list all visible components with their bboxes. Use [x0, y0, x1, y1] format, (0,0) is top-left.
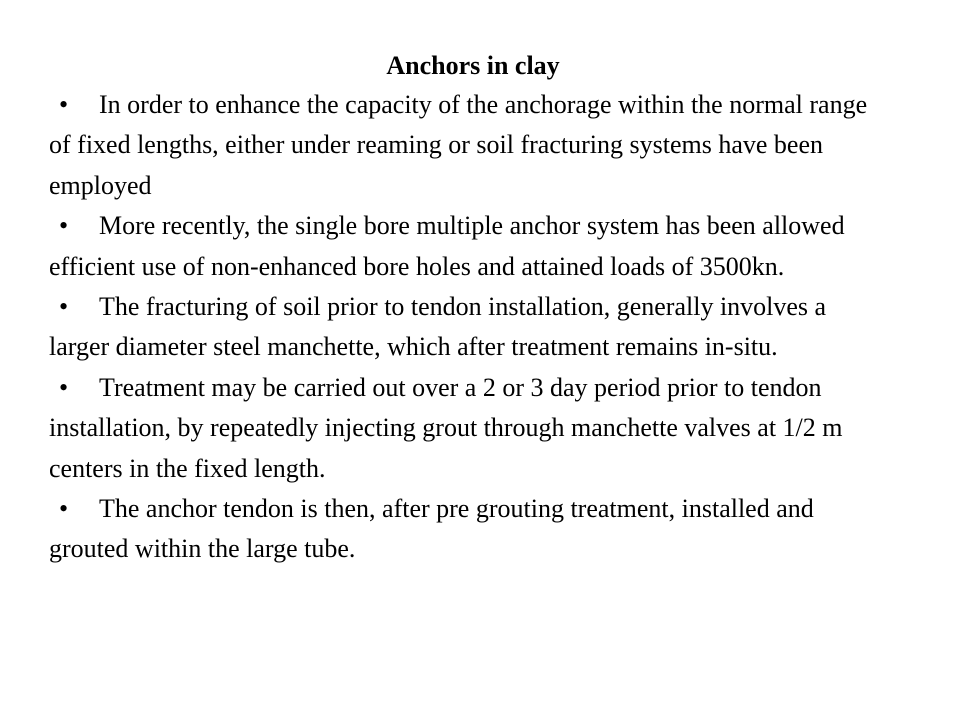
bullet-item — [49, 287, 869, 368]
bullet-item — [49, 85, 869, 206]
bullet-text: More recently, the single bore multiple anchor system has been allowed efficient use of non-enhanced bore holes and attained loads of 3500kn. — [49, 211, 845, 281]
bullet-item — [49, 489, 869, 570]
bullet-item — [49, 368, 869, 489]
bullet-dot: • — [59, 90, 69, 119]
bullet-text: In order to enhance the capacity of the anchorage within the normal range of fixed lengths, either under reaming or soil fracturing systems have been employed — [49, 90, 868, 200]
slide-title: Anchors in clay — [386, 51, 560, 80]
bullet-dot: • — [59, 494, 69, 524]
bullet-list — [49, 85, 869, 570]
bullet-text: Treatment may be carried out over a 2 or 3 day period prior to tendon installation, by repeatedly injecting grout through manchette valves at 1/2 m centers in the fixed length. — [49, 372, 843, 483]
bullet-item — [49, 206, 869, 287]
bullet-text: The anchor tendon is then, after pre grouting treatment, installed and grouted within the large tube. — [49, 494, 814, 564]
bullet-text: The fracturing of soil prior to tendon installation, generally involves a larger diameter steel manchette, which after treatment remains in-situ. — [49, 292, 827, 362]
bullet-dot: • — [59, 372, 69, 402]
bullet-dot: • — [59, 211, 69, 241]
bullet-dot: • — [59, 292, 69, 322]
